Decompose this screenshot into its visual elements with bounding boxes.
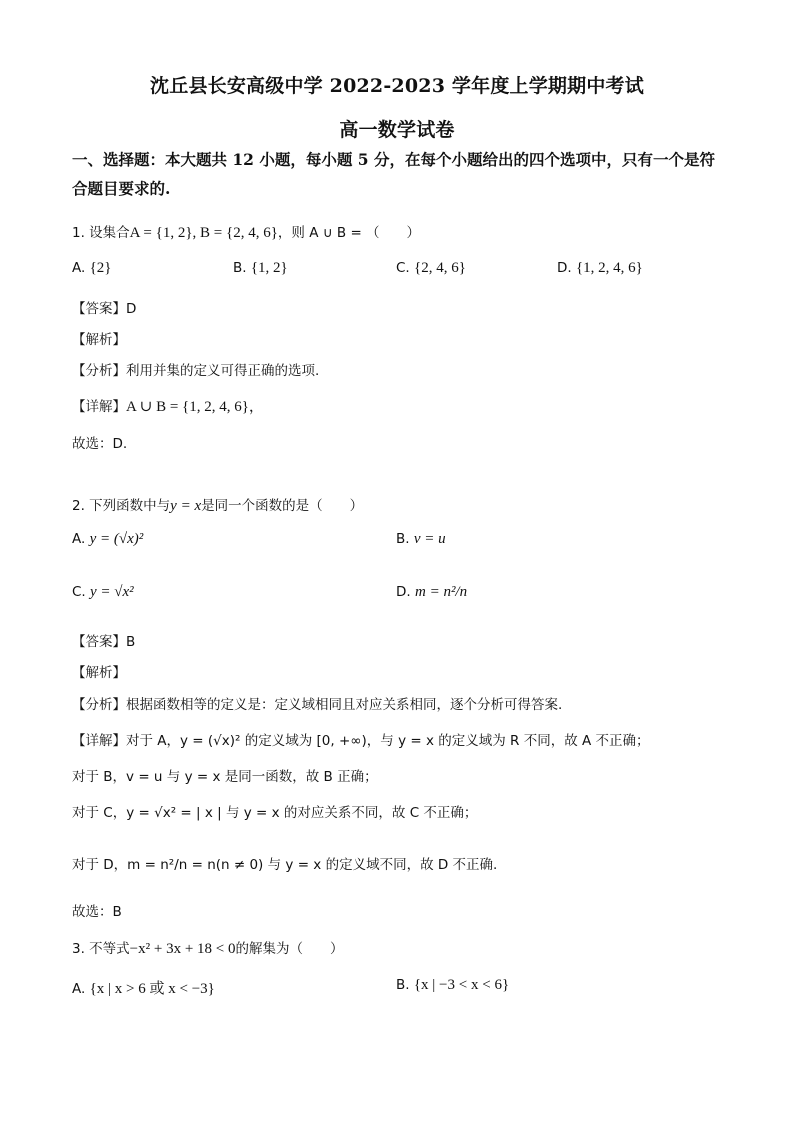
q1-answer-value: D bbox=[126, 301, 137, 317]
q1-option-d-value: {1, 2, 4, 6} bbox=[575, 260, 643, 276]
q1-option-a-value: {2} bbox=[89, 260, 112, 276]
section-heading-line1: 一、选择题：本大题共 12 小题，每小题 5 分，在每个小题给出的四个选项中，只有一个是符 bbox=[72, 150, 715, 169]
q2-detail-b: 对于 B，v = u 与 y = x 是同一函数，故 B 正确； bbox=[72, 769, 378, 785]
q2-detail-d: 对于 D，m = n²/n = n(n ≠ 0) 与 y = x 的定义域不同，故 D 不正确. bbox=[72, 857, 498, 873]
q2-choose: 故选：B bbox=[72, 904, 122, 920]
q1-option-b-label: B. bbox=[233, 260, 247, 276]
q1-fenxi-text: 利用并集的定义可得正确的选项. bbox=[126, 363, 320, 379]
q3-prefix: 3. 不等式 bbox=[72, 941, 130, 957]
q2-detail-a-text: 对于 A，y = (√x)² 的定义域为 [0, +∞)，与 y = x 的定义域为 R 不同，故 A 不正确； bbox=[126, 733, 650, 749]
q1-answer-tag: 【答案】 bbox=[72, 301, 126, 317]
q2-option-d-value: m = n²/n bbox=[414, 584, 468, 600]
q1-choose: 故选：D. bbox=[72, 436, 128, 452]
q1-suffix: ，则 A ∪ B = （ ） bbox=[277, 225, 421, 241]
q2-fenxi-text: 根据函数相等的定义是：定义域相同且对应关系相同，逐个分析可得答案. bbox=[126, 697, 563, 713]
q1-option-b bbox=[233, 260, 288, 277]
q3-stem bbox=[72, 937, 344, 958]
q1-stem bbox=[72, 221, 420, 242]
q3-math: −x² + 3x + 18 < 0 bbox=[129, 941, 236, 957]
q2-option-a-label: A. bbox=[72, 531, 86, 547]
q1-option-a bbox=[72, 260, 112, 277]
q3-option-b-value: {x | −3 < x < 6} bbox=[413, 977, 510, 993]
q2-fenxi-tag: 【分析】 bbox=[72, 697, 126, 713]
exam-title: 沈丘县长安高级中学 2022-2023 学年度上学期期中考试 bbox=[150, 75, 644, 97]
q2-option-c bbox=[72, 584, 134, 601]
q2-option-a-value: y = (√x)² bbox=[89, 531, 144, 547]
q1-option-c bbox=[396, 260, 466, 277]
q1-prefix: 1. 设集合 bbox=[72, 225, 130, 241]
q2-detail-c: 对于 C，y = √x² = | x | 与 y = x 的对应关系不同，故 C 不正确； bbox=[72, 805, 478, 821]
q2-answer-value: B bbox=[126, 634, 136, 650]
q1-option-c-value: {2, 4, 6} bbox=[414, 260, 466, 276]
exam-subtitle: 高一数学试卷 bbox=[339, 119, 455, 141]
q1-option-b-value: {1, 2} bbox=[250, 260, 288, 276]
q2-fenxi bbox=[72, 693, 562, 713]
q2-analysis-tag: 【解析】 bbox=[72, 665, 126, 681]
q1-analysis-tag: 【解析】 bbox=[72, 332, 126, 348]
q2-option-b-value: v = u bbox=[413, 531, 446, 547]
q3-option-b-label: B. bbox=[396, 977, 410, 993]
q1-fenxi-tag: 【分析】 bbox=[72, 363, 126, 379]
q2-option-c-value: y = √x² bbox=[90, 584, 134, 600]
q2-detail-a bbox=[72, 729, 650, 749]
q2-suffix: 是同一个函数的是（ ） bbox=[201, 498, 364, 514]
q2-option-c-label: C. bbox=[72, 584, 86, 600]
q2-answer-tag: 【答案】 bbox=[72, 634, 126, 650]
q1-option-a-label: A. bbox=[72, 260, 86, 276]
q2-option-b-label: B. bbox=[396, 531, 410, 547]
q1-fenxi bbox=[72, 359, 319, 379]
q3-suffix: 的解集为（ ） bbox=[235, 941, 344, 957]
q2-option-d bbox=[396, 584, 467, 601]
q3-option-a-label: A. bbox=[72, 981, 86, 997]
q2-answer bbox=[72, 630, 135, 650]
q1-option-d-label: D. bbox=[557, 260, 572, 276]
q2-detail-tag: 【详解】 bbox=[72, 733, 126, 749]
q1-math: A = {1, 2}, B = {2, 4, 6} bbox=[129, 225, 278, 241]
section-heading-line2: 合题目要求的. bbox=[72, 179, 171, 198]
q1-option-d bbox=[557, 260, 643, 277]
q1-option-c-label: C. bbox=[396, 260, 410, 276]
q2-prefix: 2. 下列函数中与 bbox=[72, 498, 171, 514]
q1-detail-tag: 【详解】 bbox=[72, 399, 126, 415]
q1-detail bbox=[72, 395, 264, 416]
q2-option-b bbox=[396, 531, 446, 548]
q3-option-a-value: {x | x > 6 或 x < −3} bbox=[89, 981, 215, 997]
q2-option-a bbox=[72, 531, 143, 548]
q2-math: y = x bbox=[170, 498, 202, 514]
q2-option-d-label: D. bbox=[396, 584, 411, 600]
q1-detail-text: A ∪ B = {1, 2, 4, 6}， bbox=[126, 399, 264, 415]
q1-answer bbox=[72, 297, 136, 317]
q2-stem bbox=[72, 494, 363, 515]
q3-option-b bbox=[396, 977, 509, 994]
q3-option-a bbox=[72, 977, 215, 998]
